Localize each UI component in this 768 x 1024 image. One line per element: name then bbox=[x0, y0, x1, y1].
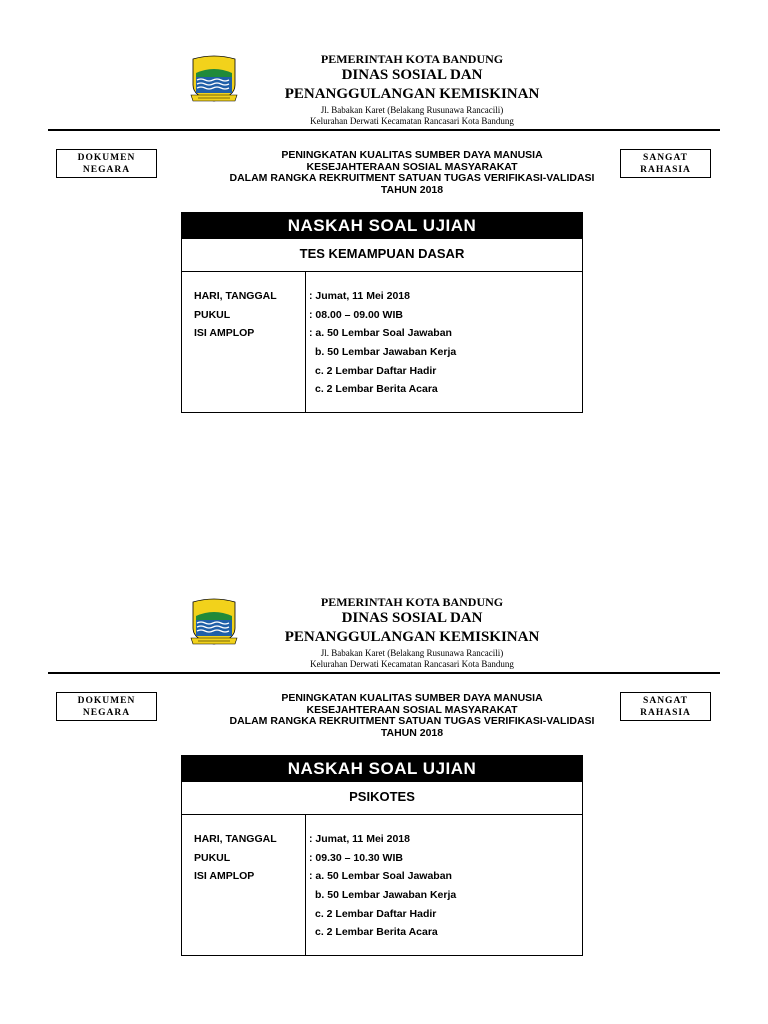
stamp-line: DOKUMEN bbox=[77, 695, 136, 706]
caption-line: TAHUN 2018 bbox=[380, 183, 444, 196]
header-agency-line1: DINAS SOSIAL DAN bbox=[341, 67, 483, 83]
column-divider bbox=[305, 814, 306, 955]
stamp-state-document bbox=[56, 149, 157, 178]
header-agency-line1: DINAS SOSIAL DAN bbox=[341, 610, 483, 626]
exam-subject: PSIKOTES bbox=[182, 782, 582, 815]
header-address-street: Jl. Babakan Karet (Belakang Rusunawa Rancacili) bbox=[320, 105, 504, 115]
exam-title: NASKAH SOAL UJIAN bbox=[182, 213, 582, 239]
envelope-item: b. 50 Lembar Jawaban Kerja bbox=[315, 889, 457, 901]
stamp-line: RAHASIA bbox=[640, 707, 691, 718]
header-agency-line2: PENANGGULANGAN KEMISKINAN bbox=[284, 86, 540, 102]
envelope-item: : a. 50 Lembar Soal Jawaban bbox=[309, 327, 452, 339]
value-time: : 09.30 – 10.30 WIB bbox=[309, 852, 403, 864]
caption-line: PENINGKATAN KUALITAS SUMBER DAYA MANUSIA bbox=[281, 149, 543, 161]
stamp-line: DOKUMEN bbox=[77, 152, 136, 163]
stamp-line: RAHASIA bbox=[640, 164, 691, 175]
caption-line: DALAM RANGKA REKRUITMENT SATUAN TUGAS VERIFIKASI-VALIDASI bbox=[229, 172, 595, 184]
caption-line: TAHUN 2018 bbox=[380, 726, 444, 739]
label-day-date: HARI, TANGGAL bbox=[194, 290, 277, 302]
header-address-district: Kelurahan Derwati Kecamatan Rancasari Kota Bandung bbox=[310, 659, 514, 669]
value-day-date: : Jumat, 11 Mei 2018 bbox=[309, 833, 410, 845]
header-address-street: Jl. Babakan Karet (Belakang Rusunawa Rancacili) bbox=[320, 648, 504, 658]
exam-info-box bbox=[181, 212, 583, 413]
stamp-line: NEGARA bbox=[82, 707, 131, 718]
label-day-date: HARI, TANGGAL bbox=[194, 833, 277, 845]
envelope-item: : a. 50 Lembar Soal Jawaban bbox=[309, 870, 452, 882]
exam-title: NASKAH SOAL UJIAN bbox=[182, 756, 582, 782]
label-envelope-contents: ISI AMPLOP bbox=[194, 870, 255, 882]
exam-sheet-1 bbox=[0, 0, 768, 440]
label-time: PUKUL bbox=[194, 852, 231, 864]
header-agency-line2: PENANGGULANGAN KEMISKINAN bbox=[284, 629, 540, 645]
envelope-item: c. 2 Lembar Berita Acara bbox=[315, 383, 438, 395]
header-address-district: Kelurahan Derwati Kecamatan Rancasari Kota Bandung bbox=[310, 116, 514, 126]
column-divider bbox=[305, 271, 306, 412]
envelope-item: c. 2 Lembar Daftar Hadir bbox=[315, 908, 437, 920]
exam-info-box bbox=[181, 755, 583, 956]
header-divider bbox=[48, 672, 720, 674]
stamp-line: NEGARA bbox=[82, 164, 131, 175]
label-time: PUKUL bbox=[194, 309, 231, 321]
envelope-item: b. 50 Lembar Jawaban Kerja bbox=[315, 346, 457, 358]
caption-line: KESEJAHTERAAN SOSIAL MASYARAKAT bbox=[306, 160, 518, 173]
envelope-item: c. 2 Lembar Daftar Hadir bbox=[315, 365, 437, 377]
stamp-line: SANGAT bbox=[643, 695, 688, 706]
caption-line: PENINGKATAN KUALITAS SUMBER DAYA MANUSIA bbox=[281, 692, 543, 704]
caption-line: KESEJAHTERAAN SOSIAL MASYARAKAT bbox=[306, 703, 518, 716]
header-divider bbox=[48, 129, 720, 131]
exam-subject: TES KEMAMPUAN DASAR bbox=[182, 239, 582, 272]
stamp-line: SANGAT bbox=[643, 152, 688, 163]
caption-line: DALAM RANGKA REKRUITMENT SATUAN TUGAS VERIFIKASI-VALIDASI bbox=[229, 715, 595, 727]
header-government: PEMERINTAH KOTA BANDUNG bbox=[320, 52, 504, 66]
exam-sheet-2 bbox=[0, 543, 768, 983]
label-envelope-contents: ISI AMPLOP bbox=[194, 327, 255, 339]
envelope-item: c. 2 Lembar Berita Acara bbox=[315, 926, 438, 938]
header-government: PEMERINTAH KOTA BANDUNG bbox=[320, 595, 504, 609]
stamp-state-document bbox=[56, 692, 157, 721]
value-time: : 08.00 – 09.00 WIB bbox=[309, 309, 403, 321]
value-day-date: : Jumat, 11 Mei 2018 bbox=[309, 290, 410, 302]
